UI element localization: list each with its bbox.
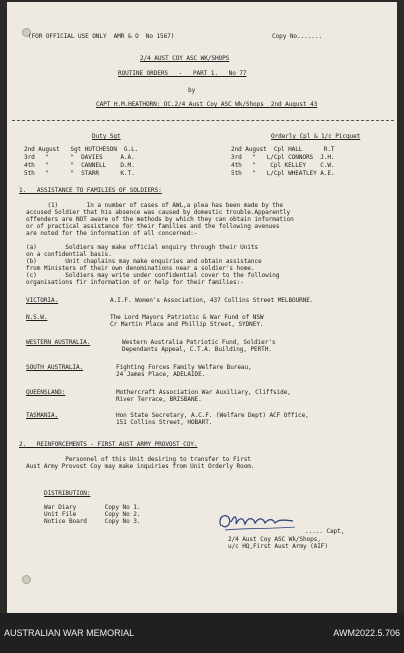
duty-row: 3rd " " DAVIES A.A. bbox=[24, 154, 135, 161]
paragraph-line: or of practical assistance for their families and the following avenues bbox=[26, 223, 280, 230]
orderly-row: 5th " L/Cpl WHEATLEY A.E. bbox=[231, 170, 335, 177]
punch-hole bbox=[22, 575, 31, 584]
state-address: River Terrace, BRISBANE. bbox=[116, 396, 202, 403]
paragraph-line: from Ministers of their own denominations near a soldier's home. bbox=[26, 265, 255, 272]
state-address: Dependants Appeal, C.T.A. Building, PERTH. bbox=[122, 346, 272, 353]
orderly-row: 2nd August Cpl HALL R.T bbox=[231, 146, 335, 153]
distribution-row: War Diary Copy No 1. bbox=[44, 504, 141, 511]
duty-row: 2nd August Sgt HUTCHESON G.L. bbox=[24, 146, 139, 153]
unit-title: 2/4 AUST COY ASC WK/SHOPS bbox=[140, 55, 230, 62]
paragraph-line: are noted for the information of all concerned:- bbox=[26, 230, 198, 237]
paragraph-line: (c) Soldiers may write under confidential cover to the following bbox=[26, 272, 280, 279]
state-address: Fighting Forces Family Welfare Bureau, bbox=[116, 364, 252, 371]
copy-number: Copy No....... bbox=[272, 33, 322, 40]
state-name: WESTERN AUSTRALIA. bbox=[26, 339, 91, 346]
state-address: A.I.F. Women's Association, 437 Collins Street MELBOURNE. bbox=[110, 297, 314, 304]
duty-row: 5th " " STARR K.T. bbox=[24, 170, 135, 177]
signature-capt: ..... Capt, bbox=[305, 528, 345, 535]
orderly-cpl-heading: Orderly Cpl & 1/c Picquet bbox=[271, 133, 361, 140]
official-use-line: (FOR OFFICIAL USE ONLY AMR & O No 1567) bbox=[28, 33, 175, 40]
footer-institution: AUSTRALIAN WAR MEMORIAL bbox=[4, 628, 135, 638]
paragraph-line: accused Soldier that his absence was caused by domestic trouble.Apparently bbox=[26, 209, 291, 216]
duty-row: 4th " " CANNELL D.M. bbox=[24, 162, 135, 169]
distribution-row: Notice Board Copy No 3. bbox=[44, 518, 141, 525]
paragraph-line: (a) Soldiers may make official enquiry through their Units bbox=[26, 244, 258, 251]
state-address: Western Australia Patriotic Fund, Soldier's bbox=[122, 339, 276, 346]
state-address: 151 Collins Street, HOBART. bbox=[116, 419, 213, 426]
section-2-heading: 2. REINFORCEMENTS - FIRST AUST ARMY PROVOST COY. bbox=[19, 441, 198, 448]
state-name: TASMANIA. bbox=[26, 412, 59, 419]
distribution-row: Unit File Copy No 2. bbox=[44, 511, 141, 518]
paragraph-line: offenders are NOT aware of the methods by which they can obtain information bbox=[26, 216, 294, 223]
state-name: SOUTH AUSTRALIA. bbox=[26, 364, 84, 371]
paragraph-line: (1) In a number of cases of AWL,a plea has been made by the bbox=[26, 202, 283, 209]
paragraph-line: on a confidential basis. bbox=[26, 251, 112, 258]
paragraph-line: organisations fir information of or help for their families:- bbox=[26, 279, 244, 286]
paragraph-line: Personnel of this Unit desiring to transfer to First bbox=[26, 456, 251, 463]
orderly-row: 4th " Cpl KELLEY C.W. bbox=[231, 162, 335, 169]
distribution-heading: DISTRIBUTION: bbox=[44, 490, 91, 497]
state-name: N.S.W. bbox=[26, 314, 48, 321]
paragraph-line: Aust Army Provost Coy may make inquiries from Unit Orderly Room. bbox=[26, 463, 255, 470]
footer-accession: AWM2022.5.706 bbox=[333, 628, 400, 638]
state-address: Mothercraft Association War Auxiliary, Cliffside, bbox=[116, 389, 291, 396]
signature-line: 2/4 Aust Coy ASC Wk/Shops, bbox=[228, 536, 321, 543]
routine-orders-title: ROUTINE ORDERS - PART 1. No 77 bbox=[118, 70, 247, 77]
section-1-heading: 1. ASSISTANCE TO FAMILIES OF SOLDIERS: bbox=[19, 187, 162, 194]
state-address: Hon State Secretary, A.C.F. (Welfare Dept) ACF Office, bbox=[116, 412, 309, 419]
by-label: by bbox=[188, 87, 196, 94]
orderly-row: 3rd " L/Cpl CONNORS J.H. bbox=[231, 154, 335, 161]
state-name: QUEENSLAND: bbox=[26, 389, 66, 396]
state-name: VICTORIA. bbox=[26, 297, 59, 304]
divider bbox=[12, 120, 394, 121]
issuing-officer: CAPT H.M.HEATHORN: OC.2/4 Aust Coy ASC Wk/Shops 2nd August 43 bbox=[96, 101, 318, 108]
signature-line: u/c HQ,First Aust Army (AIF) bbox=[228, 543, 328, 550]
handwritten-signature bbox=[215, 508, 300, 536]
state-address: Cr Martin Place and Phillip Street, SYDNEY. bbox=[110, 321, 264, 328]
state-address: The Lord Mayors Patriotic & War Fund of NSW bbox=[110, 314, 264, 321]
duty-sgt-heading: Duty Sgt bbox=[92, 133, 121, 140]
state-address: 24 James Place, ADELAIDE. bbox=[116, 371, 206, 378]
paragraph-line: (b) Unit chaplains may make enquiries and obtain assistance bbox=[26, 258, 262, 265]
